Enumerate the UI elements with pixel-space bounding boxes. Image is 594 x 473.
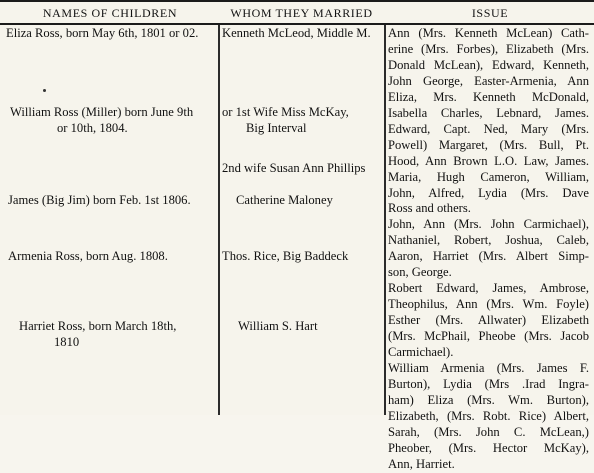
issue-line: erine (Mrs. Forbes), Elizabeth (Mrs. [388, 41, 589, 56]
child-line: James (Big Jim) born Feb. 1st 1806. [8, 193, 191, 207]
spouse-william-2 [222, 161, 365, 177]
header-top-rule [0, 0, 594, 2]
issue-line: Nathaniel, Robert, Joshua, Caleb, [388, 233, 589, 248]
child-line: or 10th, 1804. [57, 120, 128, 135]
spouse-james [236, 193, 333, 209]
issue-line: Sarah, (Mrs. John C. McLean,) [388, 424, 589, 439]
issue-line: Ann (Mrs. Kenneth McLean) Cath- [388, 26, 589, 40]
issue-line: Edward, Capt. Ned, Mary (Mrs. [388, 121, 589, 136]
child-line: Armenia Ross, born Aug. 1808. [8, 249, 168, 263]
issue-line: Burton), Lydia (Mrs .Irad Ingra- [388, 376, 589, 391]
header-issue: ISSUE [471, 6, 509, 20]
spouse-line: 2nd wife Susan Ann Phillips [222, 161, 366, 175]
issue-line: Hood, Ann Brown L.O. Law, James. [388, 153, 589, 168]
print-speck [43, 89, 46, 92]
header-whom-they-married: WHOM THEY MARRIED [230, 6, 373, 20]
issue-line: Ann, Harriet. [388, 456, 455, 471]
issue-line: Esther (Mrs. Allwater) Elizabeth [388, 313, 589, 328]
header-names-of-children: NAMES OF CHILDREN [42, 6, 178, 20]
spouse-line: Thos. Rice, Big Baddeck [222, 249, 349, 263]
issue-line: son, George. [388, 265, 452, 280]
issue-line: John George, Easter-Armenia, Ann [388, 73, 589, 88]
issue-line: ham) Eliza (Mrs. Wm. Burton), [388, 392, 589, 407]
spouse-william-1 [222, 105, 349, 137]
issue-column [388, 26, 589, 473]
child-line: Harriet Ross, born March 18th, [19, 319, 177, 333]
child-name-harriet [19, 319, 176, 351]
issue-line: William Armenia (Mrs. James F. [388, 361, 589, 376]
spouse-harriet [238, 319, 318, 335]
issue-line: Powell) Margaret, (Mrs. Bull, Pt. [388, 137, 589, 152]
spouse-armenia [222, 249, 348, 265]
spouse-line: Kenneth McLeod, Middle M. [222, 26, 371, 40]
child-line: William Ross (Miller) born June 9th [10, 105, 194, 119]
column-divider-1 [218, 25, 220, 415]
issue-line: Robert Edward, James, Ambrose, [388, 281, 589, 296]
issue-line: Pheober, (Mrs. Hector McKay), [388, 440, 589, 455]
spouse-line: William S. Hart [238, 319, 318, 333]
issue-line: Carmichael). [388, 345, 454, 360]
spouse-line: or 1st Wife Miss McKay, [222, 105, 349, 119]
issue-line: John, Ann (Mrs. John Carmichael), [388, 217, 589, 232]
spouse-line: Catherine Maloney [236, 193, 333, 207]
table-header [0, 3, 594, 23]
issue-line: Elizabeth, (Mrs. Robt. Rice) Albert, [388, 408, 589, 423]
child-name-william [10, 105, 193, 137]
child-name-armenia [8, 249, 168, 265]
child-name-eliza [6, 26, 198, 42]
column-divider-2 [384, 25, 386, 415]
header-bottom-rule [0, 23, 594, 25]
issue-line: Isabella Charles, Lebnard, James. [388, 105, 589, 120]
spouse-line: Big Interval [246, 120, 307, 135]
issue-line: Aaron, Harriet (Mrs. Albert Simp- [388, 249, 589, 264]
issue-line: Maria, Hugh Cameron, William, [388, 169, 589, 184]
issue-line: Donald McLean), Edward, Kenneth, [388, 57, 589, 72]
issue-line: Theophilus, Ann (Mrs. Wm. Foyle) [388, 297, 589, 312]
issue-line: Ross and others. [388, 201, 471, 216]
child-line: Eliza Ross, born May 6th, 1801 or 02. [6, 26, 199, 40]
issue-line: Eliza, Mrs. Kenneth McDonald, [388, 89, 589, 104]
issue-line: (Mrs. McPhail, Pheobe (Mrs. Jacob [388, 329, 589, 344]
child-name-james [8, 193, 191, 209]
child-line: 1810 [54, 334, 80, 349]
issue-line: John, Alfred, Lydia (Mrs. Dave [388, 185, 589, 200]
spouse-eliza [222, 26, 371, 42]
